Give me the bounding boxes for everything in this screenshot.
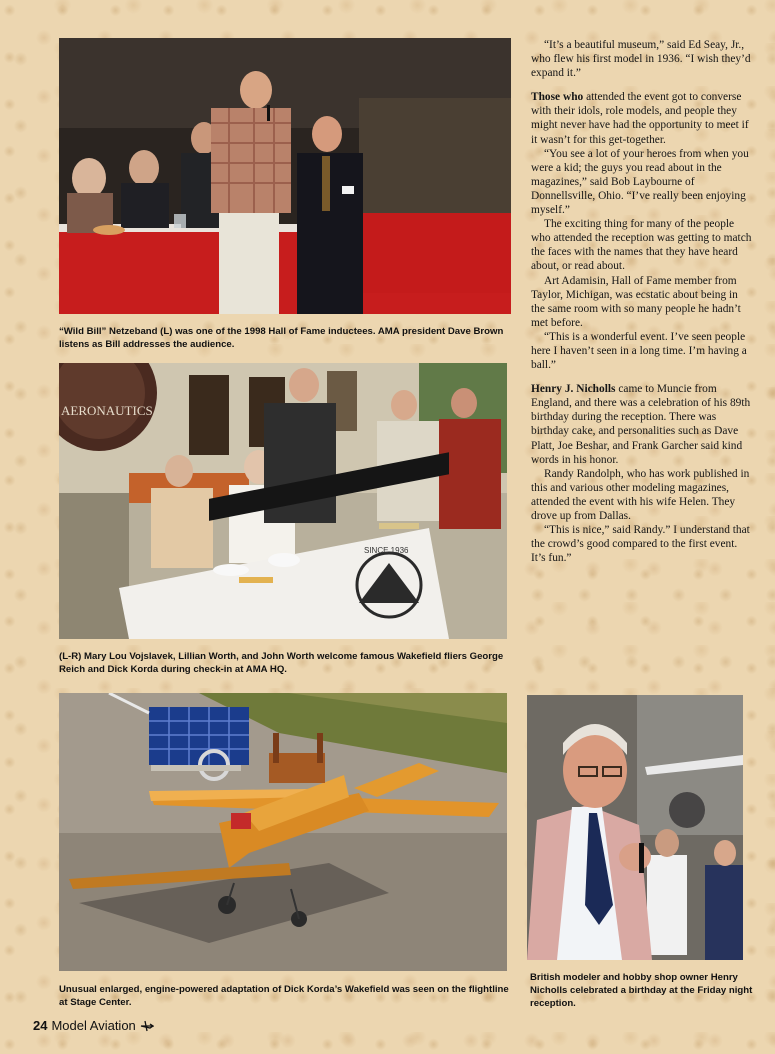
- article-paragraph: [531, 382, 753, 467]
- article-paragraph: [531, 90, 753, 146]
- photo-henry-nicholls: [527, 695, 743, 960]
- run-in-lead: Henry J. Nicholls: [531, 383, 616, 396]
- banner-lettering: SINCE 1936: [364, 546, 409, 555]
- publication-name: Model Aviation: [51, 1018, 136, 1033]
- paragraph-text: came to Muncie from England, and there was a celebration of his 89th birthday during the reception. There was birthday cake, and personalities such as Dave Platt, Joe Beshar, and Frank Garcher said kind words in his honor.: [531, 383, 751, 466]
- caption-hall-of-fame: “Wild Bill” Netzeband (L) was one of the 1998 Hall of Fame inductees. AMA president Dave Brown listens as Bill addresses the audience.: [59, 326, 504, 350]
- caption-wakefield: Unusual enlarged, engine-powered adaptation of Dick Korda’s Wakefield was seen on the flightline at Stage Center.: [59, 984, 509, 1008]
- photo-hall-of-fame: [59, 38, 511, 314]
- article-paragraph: “It’s a beautiful museum,” said Ed Seay, Jr., who flew his first model in 1936. “I wish they’d expand it.”: [531, 39, 751, 80]
- run-in-lead: Those who: [531, 91, 584, 104]
- caption-henry-nicholls: British modeler and hobby shop owner Henry Nicholls celebrated a birthday at the Friday night reception.: [530, 972, 753, 1009]
- article-column: [531, 38, 753, 565]
- paragraph-text: attended the event got to converse with their idols, role models, and people they might never have had the opportunity to meet if it wasn’t for this get-together.: [531, 91, 749, 146]
- wall-lettering: AERONAUTICS: [61, 403, 153, 418]
- caption-check-in: (L-R) Mary Lou Vojslavek, Lillian Worth, and John Worth welcome famous Wakefield fliers George Reich and Dick Korda during check-in at AMA HQ.: [59, 651, 504, 675]
- article-paragraph: “You see a lot of your heroes from when you were a kid; the guys you read about in the magazines,” said Bob Laybourne of Donnellsville, Ohio. “I’ve really been enjoying myself.”: [531, 147, 749, 217]
- article-paragraph: “This is nice,” said Randy.” I understand that the crowd’s good compared to the first event. It’s fun.”: [531, 524, 750, 565]
- airplane-icon: [140, 1020, 154, 1032]
- page-number: 24: [33, 1018, 48, 1033]
- article-paragraph: The exciting thing for many of the people who attended the reception was getting to match the faces with the names that they have heard about, or read about.: [531, 218, 752, 273]
- photo-check-in: [59, 363, 507, 639]
- article-paragraph: “This is a wonderful event. I’ve seen people here I haven’t seen in a long time. I’m having a ball.”: [531, 330, 747, 372]
- photo-wakefield: [59, 693, 507, 971]
- page-folio: [33, 1018, 154, 1033]
- article-paragraph: Randy Randolph, who has work published in this and various other modeling magazines, attended the event with his wife Helen. They drove up from Dallas.: [531, 467, 750, 522]
- article-paragraph: Art Adamisin, Hall of Fame member from Taylor, Michigan, was ecstatic about being in the same room with so many people he hadn’t met before.: [531, 274, 741, 329]
